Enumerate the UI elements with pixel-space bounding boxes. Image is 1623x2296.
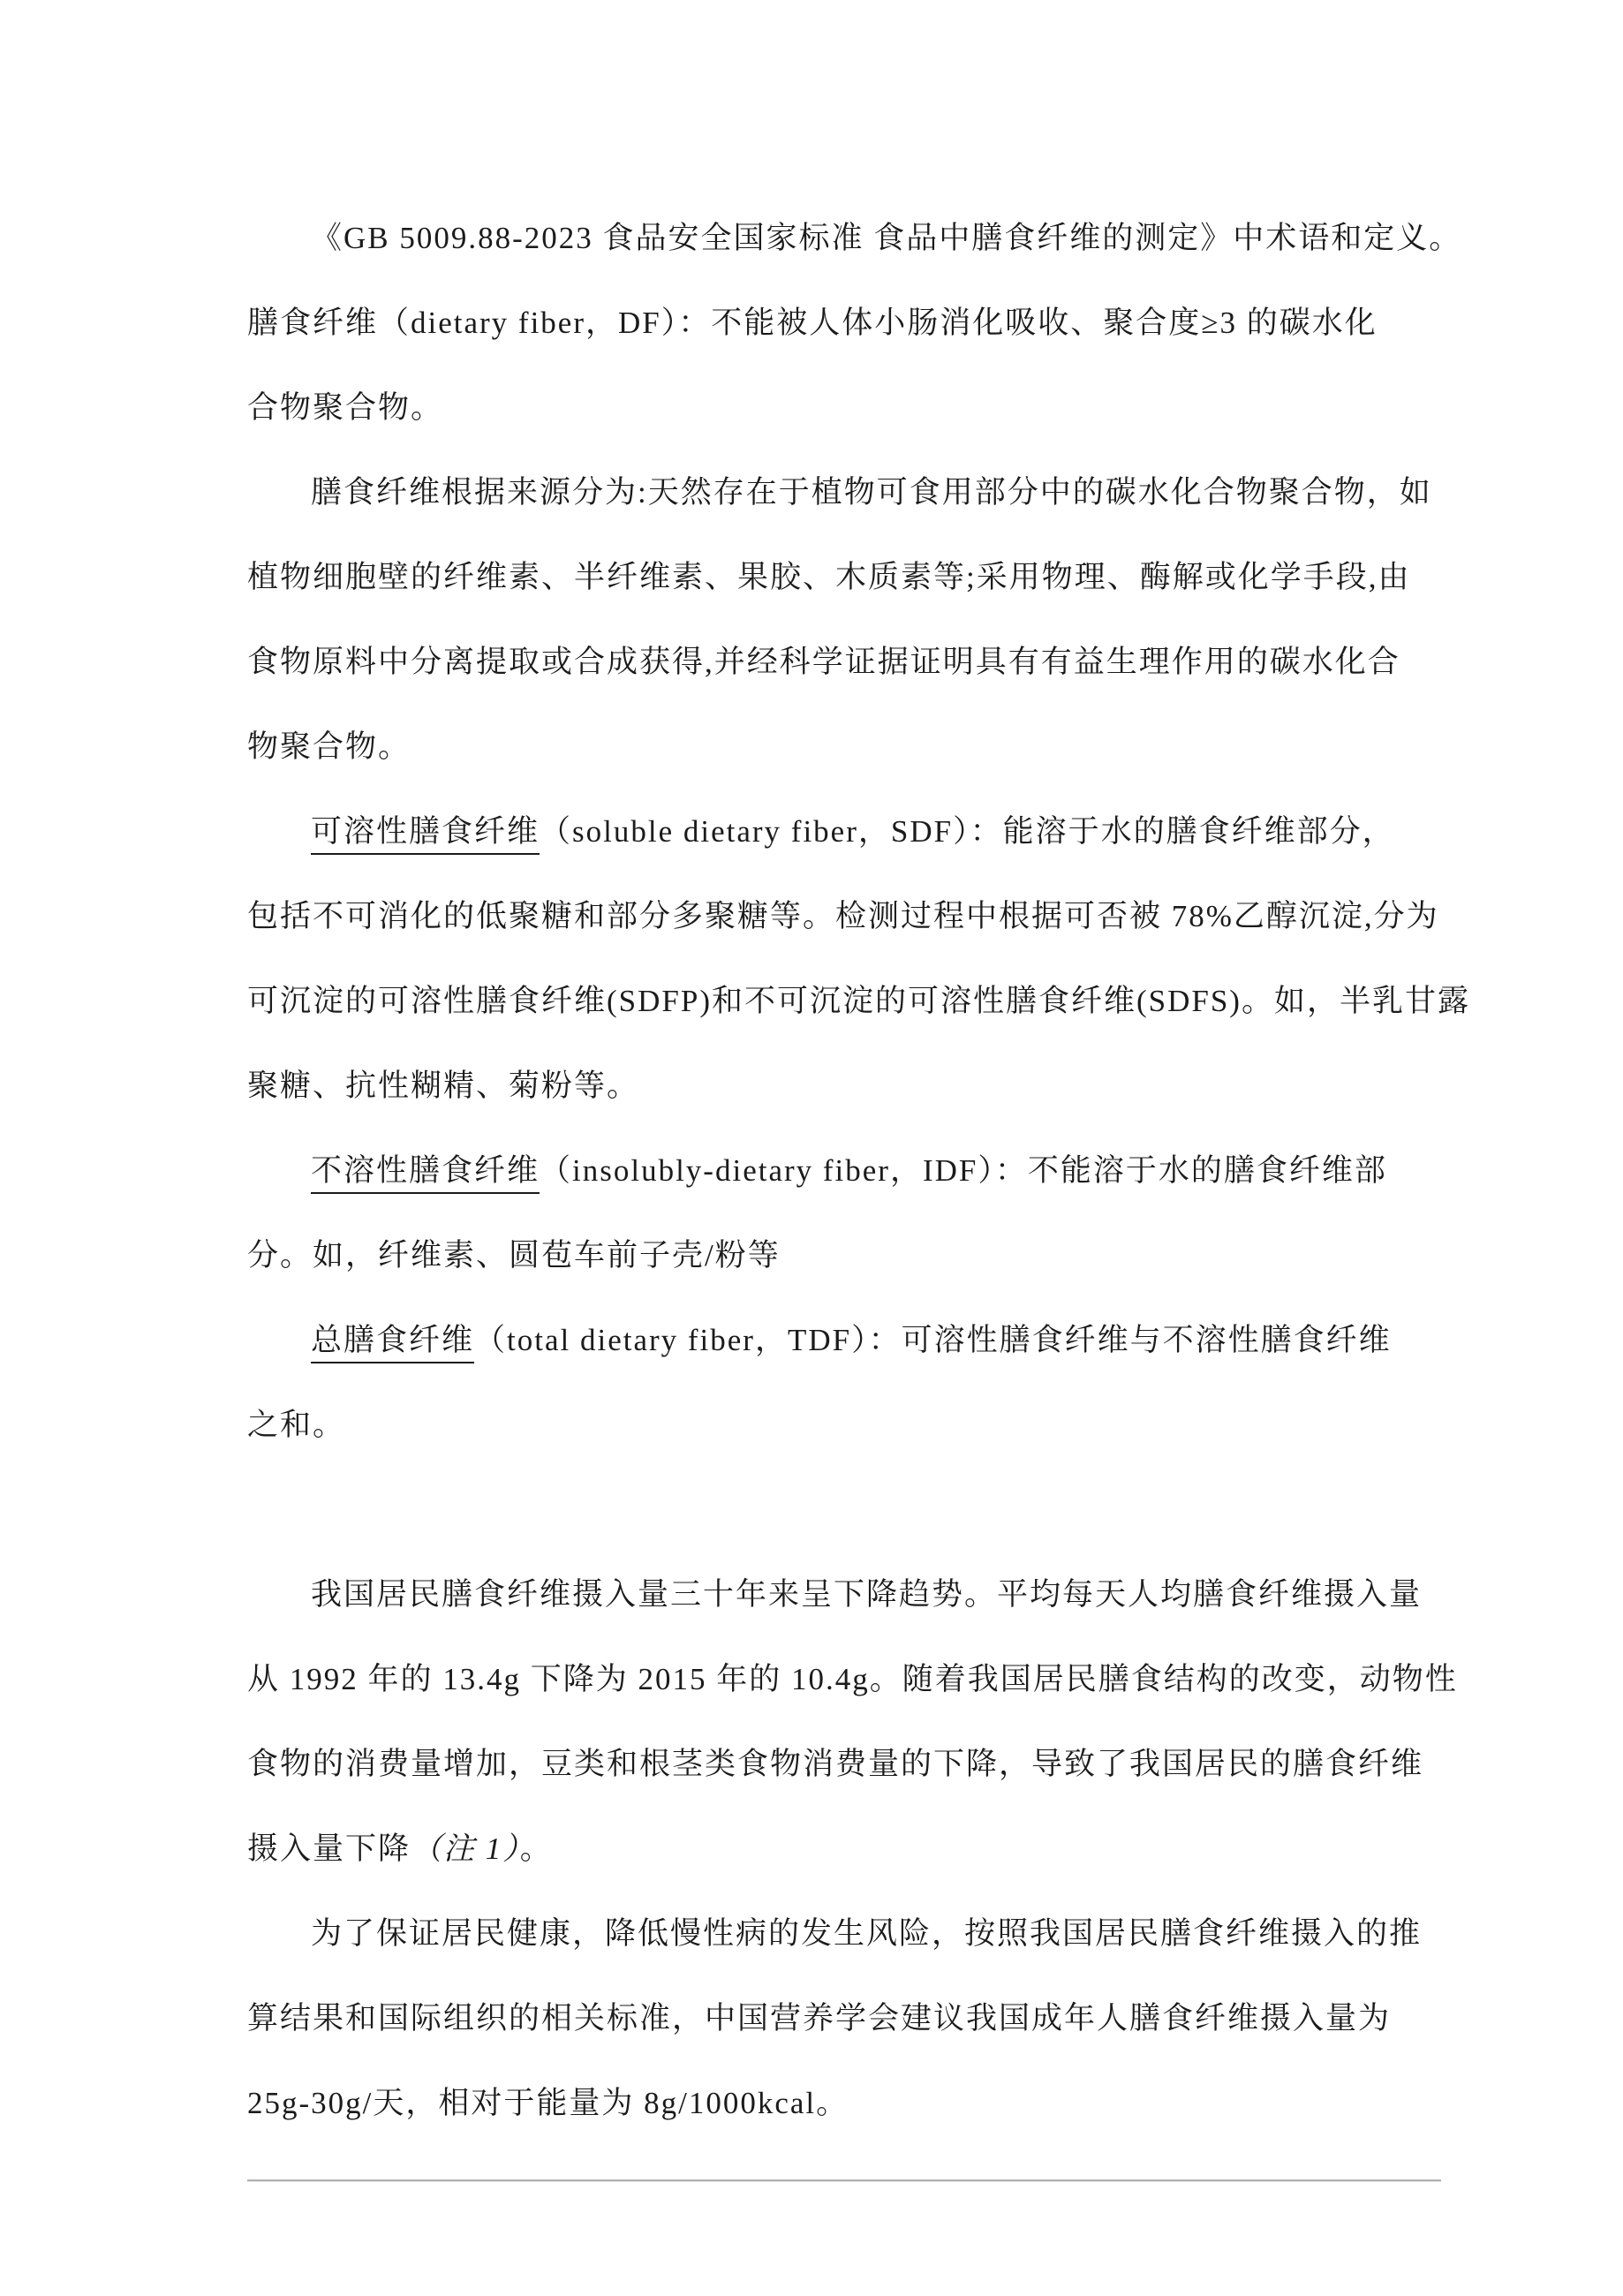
text-line <box>247 366 1468 450</box>
text-segment: 分。如，纤维素、圆苞车前子壳/粉等 <box>247 1238 781 1273</box>
footnote-reference: （注 1） <box>411 1832 520 1866</box>
text-line <box>247 1807 1468 1892</box>
text-line <box>247 1892 1468 1976</box>
text-line <box>247 535 1468 620</box>
text-segment: 聚糖、抗性糊精、菊粉等。 <box>247 1069 640 1103</box>
paragraph-intake-trend <box>247 1552 1468 1892</box>
text-segment: 之和。 <box>247 1408 346 1442</box>
text-segment: 我国居民膳食纤维摄入量三十年来呈下降趋势。平均每天人均膳食纤维摄入量 <box>311 1577 1423 1612</box>
text-segment: 《GB 5009.88-2023 食品安全国家标准 食品中膳食纤维的测定》中术语和定义。 <box>311 221 1462 255</box>
text-line <box>247 1637 1468 1722</box>
text-segment: 算结果和国际组织的相关标准，中国营养学会建议我国成年人膳食纤维摄入量为 <box>247 2001 1392 2035</box>
text-segment: 包括不可消化的低聚糖和部分多聚糖等。检测过程中根据可否被 78%乙醇沉淀,分为 <box>247 899 1439 933</box>
text-segment: 。 <box>519 1832 553 1866</box>
paragraph-soluble-dietary-fiber <box>247 789 1468 1129</box>
text-line <box>247 196 1468 281</box>
text-line <box>247 1552 1468 1637</box>
text-line <box>247 450 1468 535</box>
paragraph-fiber-sources <box>247 450 1468 789</box>
text-line <box>247 1722 1468 1807</box>
text-segment: 合物聚合物。 <box>247 390 444 425</box>
paragraph-total-dietary-fiber <box>247 1298 1468 1468</box>
document-body <box>247 196 1468 2146</box>
text-segment: 膳食纤维（dietary fiber，DF）：不能被人体小肠消化吸收、聚合度≥3 的碳水化 <box>247 306 1378 340</box>
underlined-term: 不溶性膳食纤维 <box>311 1153 540 1194</box>
text-segment: 物聚合物。 <box>247 729 411 764</box>
text-segment: 食物的消费量增加，豆类和根茎类食物消费量的下降，导致了我国居民的膳食纤维 <box>247 1747 1424 1781</box>
text-line <box>247 620 1468 705</box>
text-segment: （soluble dietary fiber，SDF）：能溶于水的膳食纤维部分， <box>540 814 1395 849</box>
text-segment: （total dietary fiber，TDF）：可溶性膳食纤维与不溶性膳食纤维 <box>474 1323 1392 1357</box>
underlined-term: 总膳食纤维 <box>311 1323 474 1363</box>
paragraph-intake-recommendation <box>247 1892 1468 2146</box>
paragraph-insoluble-dietary-fiber <box>247 1129 1468 1298</box>
text-segment: 为了保证居民健康，降低慢性病的发生风险，按照我国居民膳食纤维摄入的推 <box>311 1916 1423 1951</box>
footnote-separator <box>247 2179 1441 2182</box>
text-line <box>247 2061 1468 2146</box>
text-line <box>247 1129 1468 1213</box>
text-line <box>247 281 1468 366</box>
text-line <box>247 705 1468 789</box>
text-segment: 膳食纤维根据来源分为:天然存在于植物可食用部分中的碳水化合物聚合物，如 <box>311 475 1432 510</box>
text-segment: 食物原料中分离提取或合成获得,并经科学证据证明具有有益生理作用的碳水化合 <box>247 645 1400 679</box>
text-segment: 可沉淀的可溶性膳食纤维(SDFP)和不可沉淀的可溶性膳食纤维(SDFS)。如，半乳甘露 <box>247 984 1470 1018</box>
text-line <box>247 789 1468 874</box>
text-line <box>247 1976 1468 2061</box>
text-segment: 25g-30g/天，相对于能量为 8g/1000kcal。 <box>247 2086 849 2120</box>
text-line <box>247 1213 1468 1298</box>
text-line <box>247 1044 1468 1129</box>
text-line <box>247 1383 1468 1468</box>
underlined-term: 可溶性膳食纤维 <box>311 814 540 855</box>
text-segment: （insolubly-dietary fiber，IDF）：不能溶于水的膳食纤维部 <box>540 1153 1387 1188</box>
text-line <box>247 874 1468 959</box>
text-segment: 植物细胞壁的纤维素、半纤维素、果胶、木质素等;采用物理、酶解或化学手段,由 <box>247 560 1411 594</box>
text-segment: 摄入量下降 <box>247 1832 411 1866</box>
text-line <box>247 1298 1468 1383</box>
paragraph-terms-and-definitions-intro <box>247 196 1468 450</box>
text-segment: 从 1992 年的 13.4g 下降为 2015 年的 10.4g。随着我国居民膳食结构的改变，动物性 <box>247 1662 1458 1696</box>
text-line <box>247 959 1468 1044</box>
